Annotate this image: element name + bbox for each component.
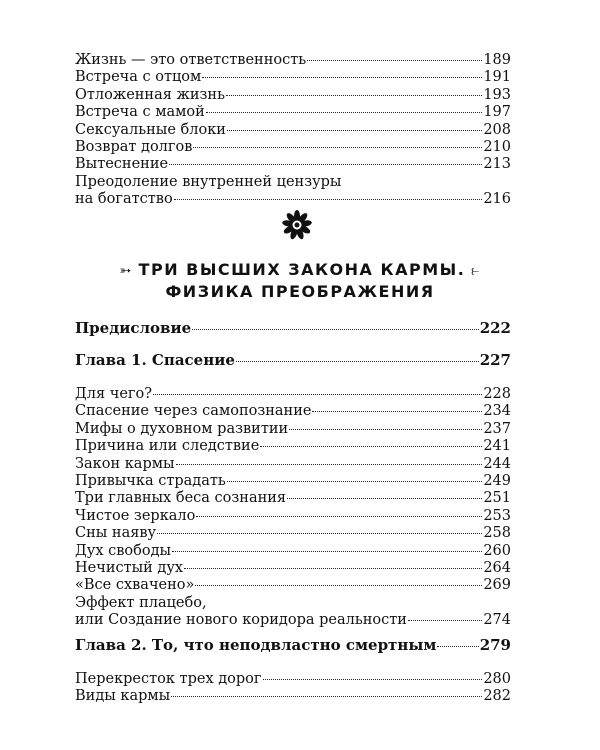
page-number: 258	[483, 525, 511, 542]
page-number: 280	[483, 671, 511, 687]
toc-entry: Встреча с мамой 197	[75, 104, 511, 121]
toc-entry-line1: Эффект плацебо,	[75, 594, 207, 611]
toc-preface	[75, 320, 511, 337]
page-number: 251	[483, 490, 511, 507]
toc-chapter: Глава 1. Спасение 227	[75, 351, 511, 369]
toc-entry: Дух свободы 260	[75, 542, 511, 559]
page-number: 269	[483, 577, 511, 594]
toc-entry: или Создание нового коридора реальности 274	[75, 612, 511, 629]
page-number: 264	[483, 559, 511, 576]
section-title-line1: ➳ ТРИ ВЫСШИХ ЗАКОНА КАРМЫ. ⥼	[119, 260, 481, 279]
page-number: 279	[479, 636, 511, 654]
toc-entry: Чистое зеркало 253	[75, 507, 511, 524]
section-title-line2: ФИЗИКА ПРЕОБРАЖЕНИЯ	[165, 282, 435, 301]
toc-chapter2-heading	[75, 637, 511, 654]
page-number: 260	[483, 542, 511, 559]
page-number: 189	[483, 52, 511, 68]
page-number: 193	[483, 86, 511, 103]
toc-chapter2-block	[75, 671, 511, 706]
page-number: 191	[483, 69, 511, 86]
toc-top-block	[75, 52, 511, 209]
toc-entry: Сны наяву 258	[75, 525, 511, 542]
toc-entry: «Все схвачено» 269	[75, 577, 511, 594]
page-number: 213	[483, 156, 511, 173]
toc-entry: на богатство 216	[75, 191, 511, 208]
toc-entry: Для чего? 228	[75, 386, 511, 402]
page-number: 237	[483, 420, 511, 437]
toc-entry-line1: Преодоление внутренней цензуры	[75, 173, 342, 190]
toc-entry: Привычка страдать 249	[75, 472, 511, 489]
page-number: 228	[483, 386, 511, 402]
page-number: 197	[483, 104, 511, 121]
page-number: 253	[483, 507, 511, 524]
toc-entry: Виды кармы 282	[75, 688, 511, 705]
page-number: 216	[483, 191, 511, 208]
toc-entry: Встреча с отцом 191	[75, 69, 511, 86]
page-number: 222	[479, 319, 511, 337]
toc-entry: Причина или следствие 241	[75, 438, 511, 455]
toc-entry: Мифы о духовном развитии 237	[75, 420, 511, 437]
toc-entry: Предисловие 222	[75, 319, 511, 337]
page-number: 227	[479, 351, 511, 369]
toc-entry: Вытеснение 213	[75, 156, 511, 173]
toc-chapter1-block	[75, 386, 511, 629]
page-number: 274	[483, 612, 511, 629]
page-number: 208	[483, 121, 511, 138]
toc-chapter1-heading	[75, 352, 511, 369]
swirl-flourish-icon: ➳	[119, 263, 139, 279]
toc-entry: Перекресток трех дорог 280	[75, 671, 511, 687]
page-number: 244	[483, 455, 511, 472]
swirl-flourish-icon: ⥼	[465, 263, 481, 279]
page-number: 282	[483, 688, 511, 705]
toc-entry: Возврат долгов 210	[75, 138, 511, 155]
toc-entry: Жизнь — это ответственность 189	[75, 52, 511, 68]
page-number: 241	[483, 438, 511, 455]
floral-rosette-icon	[281, 209, 313, 241]
toc-entry: Отложенная жизнь 193	[75, 86, 511, 103]
page-number: 210	[483, 138, 511, 155]
toc-entry: Спасение через самопознание 234	[75, 403, 511, 420]
toc-entry: Закон кармы 244	[75, 455, 511, 472]
toc-entry: Три главных беса сознания 251	[75, 490, 511, 507]
page-number: 249	[483, 472, 511, 489]
toc-entry: Сексуальные блоки 208	[75, 121, 511, 138]
toc-entry: Нечистый дух 264	[75, 559, 511, 576]
page-number: 234	[483, 403, 511, 420]
toc-chapter: Глава 2. То, что неподвластно смертным 279	[75, 636, 511, 654]
